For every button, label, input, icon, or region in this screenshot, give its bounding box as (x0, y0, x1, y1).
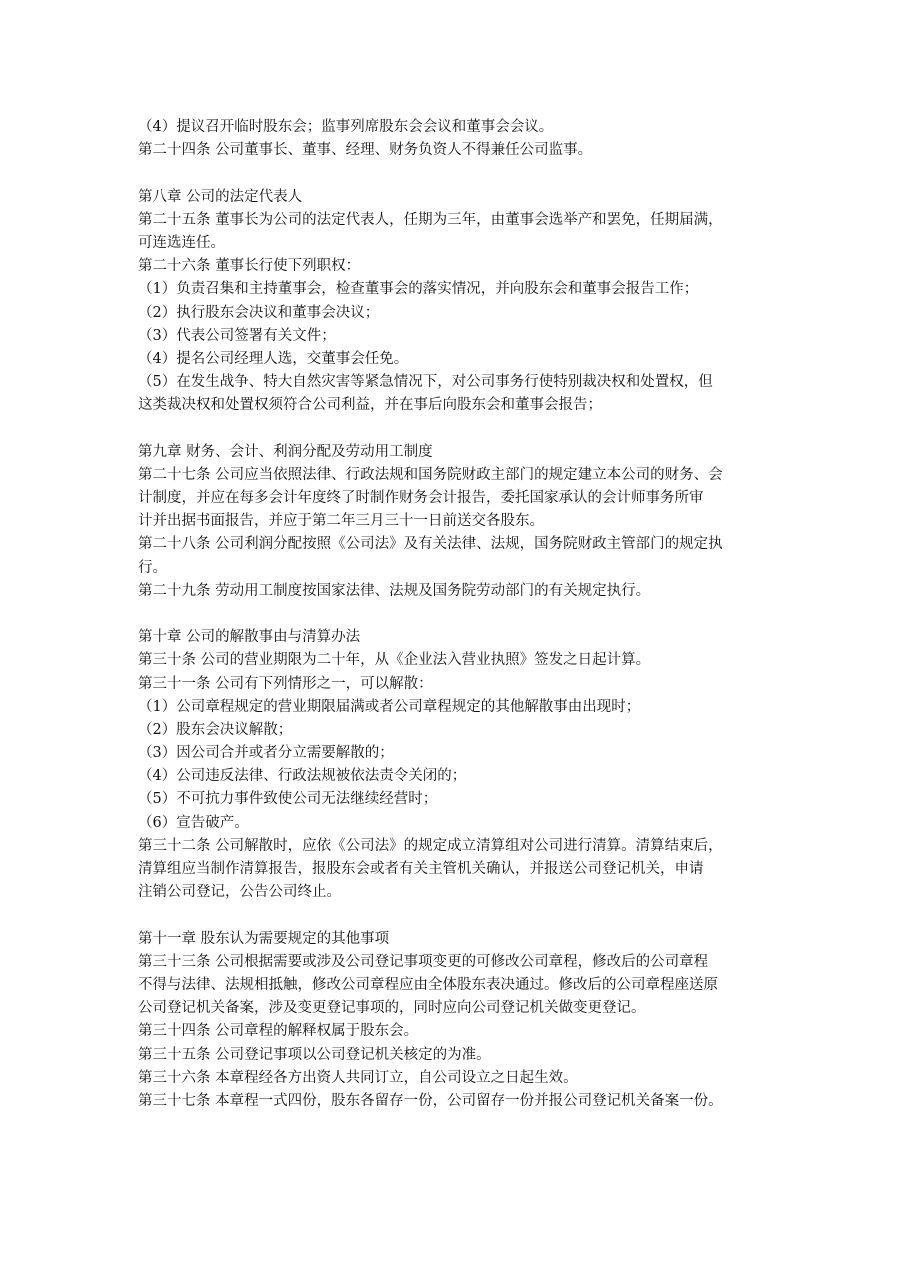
article-36: 第三十六条 本章程经各方出资人共同订立，自公司设立之日起生效。 (138, 1069, 578, 1086)
list-item: （4）公司违反法律、行政法规被依法责令关闭的； (138, 768, 467, 785)
chapter-10-heading: 第十章 公司的解散事由与清算办法 (138, 629, 361, 646)
text-line: 注销公司登记，公告公司终止。 (138, 884, 341, 901)
text-line: 清算组应当制作清算报告，报股东会或者有关主管机关确认，并报送公司登记机关，申请 (138, 861, 704, 877)
text-line: 行。 (138, 559, 167, 576)
article-29: 第二十九条 劳动用工制度按国家法律、法规及国务院劳动部门的有关规定执行。 (138, 582, 651, 599)
article-31: 第三十一条 公司有下列情形之一，可以解散： (138, 675, 433, 692)
article-28: 第二十八条 公司利润分配按照《公司法》及有关法律、法规，国务院财政主管部门的规定执 (138, 536, 723, 553)
article-26: 第二十六条 董事长行使下列职权： (138, 258, 361, 275)
article-34: 第三十四条 公司章程的解释权属于股东会。 (138, 1023, 419, 1040)
article-35: 第三十五条 公司登记事项以公司登记机关核定的为准。 (138, 1046, 491, 1063)
text-line: 计并出据书面报告，并应于第二年三月三十一日前送交各股东。 (138, 513, 544, 530)
text-line: 公司登记机关备案，涉及变更登记事项的，同时应向公司登记机关做变更登记。 (138, 1000, 646, 1017)
list-item: （2）执行股东会决议和董事会决议； (138, 304, 380, 321)
chapter-8-heading: 第八章 公司的法定代表人 (138, 188, 303, 205)
blank-line (138, 904, 788, 927)
blank-line (138, 162, 788, 185)
blank-line (138, 603, 788, 626)
text-line: （4）提议召开临时股东会；监事列席股东会会议和董事会会议。 (138, 119, 554, 135)
article-33: 第三十三条 公司根据需要或涉及公司登记事项变更的可修改公司章程，修改后的公司章程 (138, 953, 709, 970)
article-24: 第二十四条 公司董事长、董事、经理、财务负资人不得兼任公司监事。 (138, 142, 593, 159)
list-item: （6）宣告破产。 (138, 814, 249, 831)
document-body (138, 116, 788, 1113)
article-32: 第三十二条 公司解散时，应依《公司法》的规定成立清算组对公司进行清算。清算结束后， (138, 837, 723, 854)
list-item: （3）代表公司签署有关文件； (138, 327, 336, 344)
article-30: 第三十条 公司的营业期限为二十年，从《企业法入营业执照》签发之日起计算。 (138, 652, 651, 669)
text-line: 不得与法律、法规相抵触，修改公司章程应由全体股东表决通过。修改后的公司章程座送原 (138, 976, 718, 993)
list-item: （5）不可抗力事件致使公司无法继续经营时； (138, 791, 438, 808)
list-item: （5）在发生战争、特大自然灾害等紧急情况下，对公司事务行使特别裁决权和处置权，但 (138, 374, 713, 391)
list-item: （4）提名公司经理人选，交董事会任免。 (138, 350, 409, 367)
text-line: 这类裁决权和处置权须符合公司利益，并在事后向股东会和董事会报告； (138, 397, 602, 414)
text-line: 可连选连任。 (138, 234, 225, 251)
chapter-11-heading: 第十一章 股东认为需要规定的其他事项 (138, 930, 390, 947)
blank-line (138, 417, 788, 440)
list-item: （2）股东会决议解散； (138, 721, 293, 738)
list-item: （3）因公司合并或者分立需要解散的； (138, 745, 394, 762)
list-item: （1）公司章程规定的营业期限届满或者公司章程规定的其他解散事由出现时； (138, 698, 641, 715)
article-27: 第二十七条 公司应当依照法律、行政法规和国务院财政主部门的规定建立本公司的财务、会 (138, 466, 723, 483)
list-item: （1）负责召集和主持董事会，检查董事会的落实情况，并向股东会和董事会报告工作； (138, 281, 699, 298)
article-25: 第二十五条 董事长为公司的法定代表人，任期为三年，由董事会选举产和罢免，任期届满， (138, 211, 723, 228)
article-37: 第三十七条 本章程一式四份，股东各留存一份，公司留存一份并报公司登记机关备案一份。 (138, 1092, 723, 1109)
chapter-9-heading: 第九章 财务、会计、利润分配及劳动用工制度 (138, 443, 433, 460)
text-line: 计制度，并应在每多会计年度终了时制作财务会计报告，委托国家承认的会计师事务所审 (138, 490, 704, 506)
